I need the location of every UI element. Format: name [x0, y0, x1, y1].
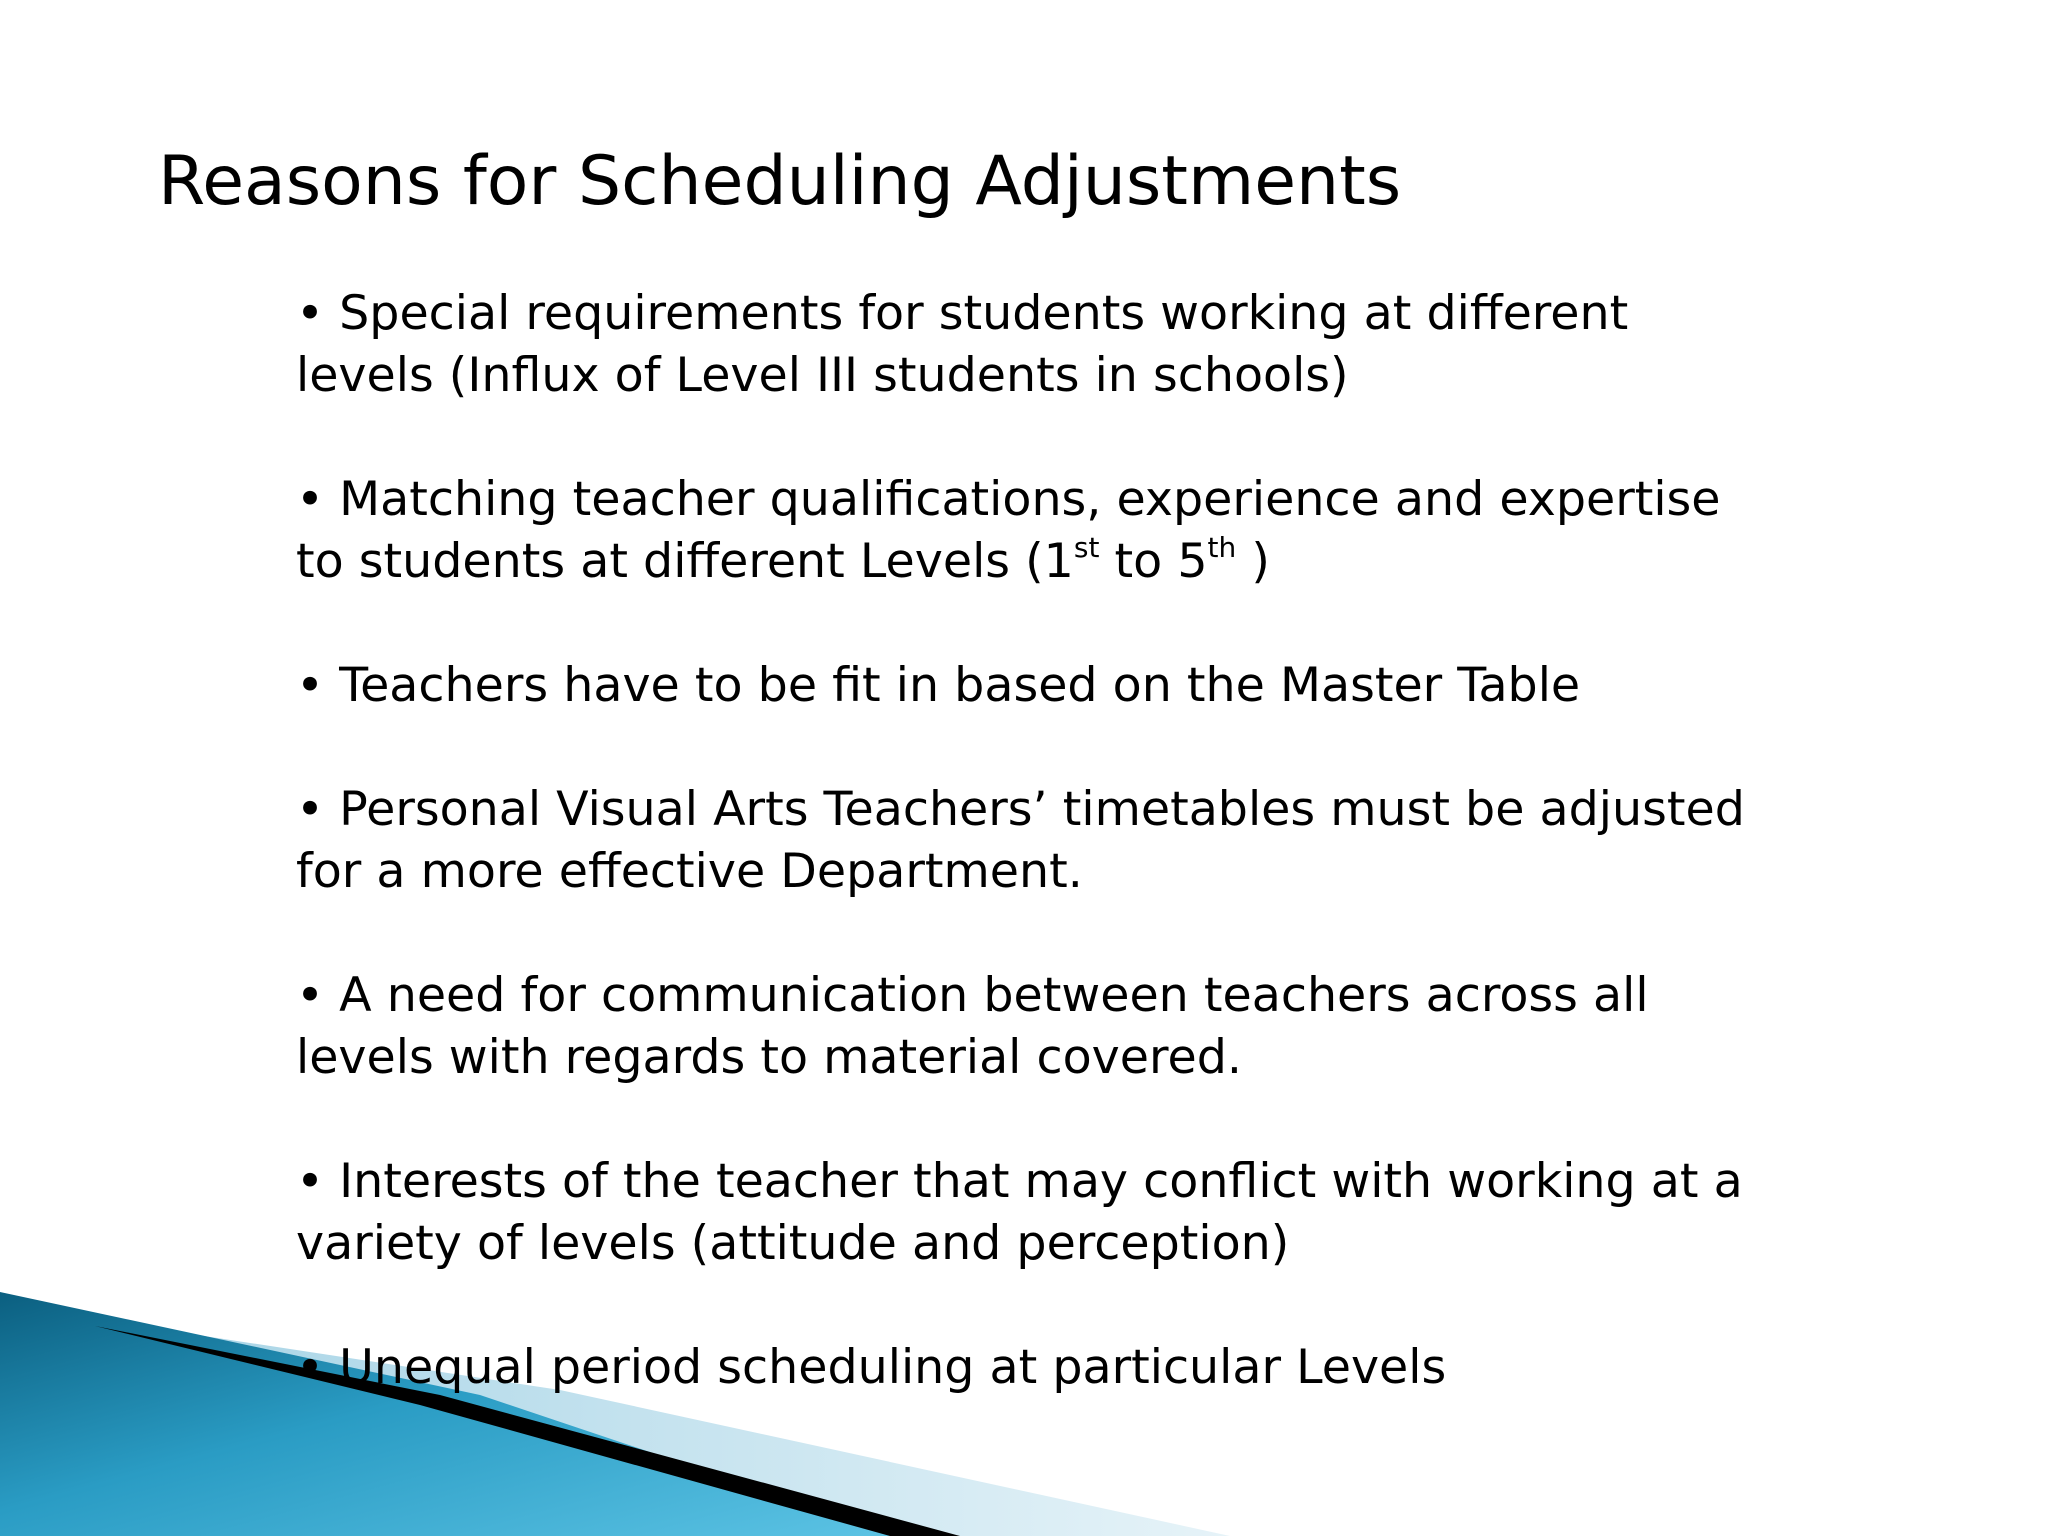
bullet-line: for a more effective Department. — [296, 844, 1083, 899]
bullet-item — [296, 965, 1856, 1089]
bullet-line: • Personal Visual Arts Teachers’ timetables must be adjusted — [296, 782, 1745, 837]
bullet-marker: • — [296, 968, 325, 1023]
bullet-marker: • — [296, 1340, 325, 1395]
bullet-line: • Special requirements for students working at different — [296, 286, 1629, 341]
bullet-line: to students at different Levels (1st to 5th ) — [296, 531, 1270, 589]
bullet-line: • A need for communication between teachers across all — [296, 968, 1649, 1023]
bullet-item — [296, 779, 1856, 903]
bullet-line: • Matching teacher qualifications, experience and expertise — [296, 472, 1721, 527]
bullet-line: variety of levels (attitude and perception) — [296, 1216, 1290, 1271]
bullet-item — [296, 283, 1856, 407]
bullet-line: • Teachers have to be fit in based on the Master Table — [296, 658, 1581, 713]
slide-title: Reasons for Scheduling Adjustments — [158, 142, 1402, 221]
bullet-marker: • — [296, 286, 325, 341]
bullet-marker: • — [296, 658, 325, 713]
bullet-item — [296, 469, 1856, 593]
bullet-line: levels with regards to material covered. — [296, 1030, 1242, 1085]
bullet-marker: • — [296, 472, 325, 527]
bullet-item — [296, 1337, 1856, 1399]
bullet-line: • Unequal period scheduling at particular Levels — [296, 1340, 1447, 1395]
bullet-line: levels (Influx of Level III students in schools) — [296, 348, 1349, 403]
bullet-item — [296, 655, 1856, 717]
bullet-line: • Interests of the teacher that may conflict with working at a — [296, 1154, 1743, 1209]
bullet-marker: • — [296, 782, 325, 837]
ordinal-suffix: th — [1207, 531, 1237, 564]
ordinal-suffix: st — [1073, 531, 1100, 564]
bullet-list — [296, 283, 1856, 1399]
bullet-item — [296, 1151, 1856, 1275]
bullet-marker: • — [296, 1154, 325, 1209]
